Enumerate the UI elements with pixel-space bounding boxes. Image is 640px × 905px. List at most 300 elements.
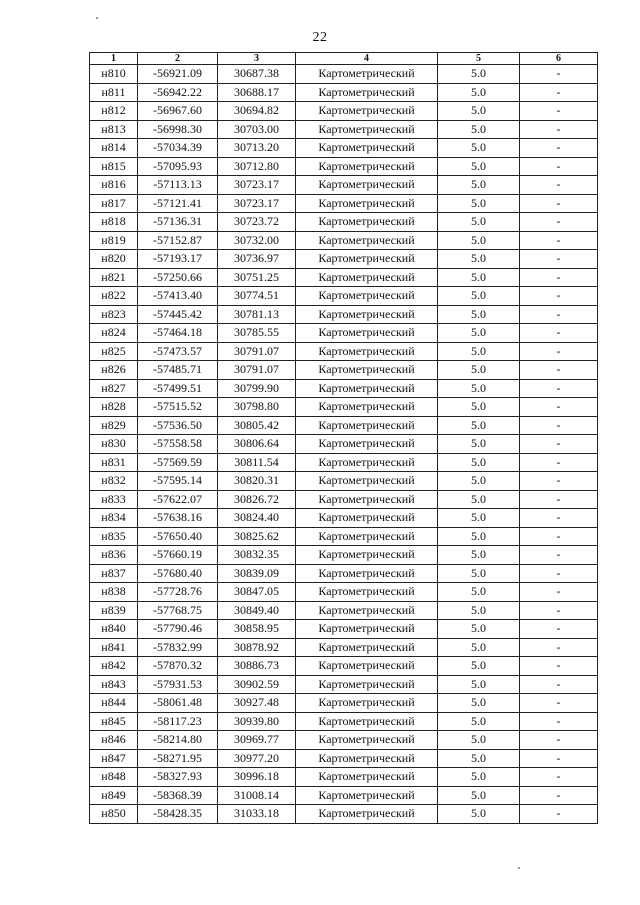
- x-coordinate-cell: -57464.18: [138, 324, 218, 343]
- table-header: [90, 53, 598, 65]
- point-name-cell: н822: [90, 287, 138, 306]
- x-coordinate-cell: -57121.41: [138, 194, 218, 213]
- method-cell: Картометрический: [296, 805, 438, 824]
- note-cell: -: [520, 527, 598, 546]
- point-name-cell: н818: [90, 213, 138, 232]
- method-cell: Картометрический: [296, 83, 438, 102]
- y-coordinate-cell: 30751.25: [218, 268, 296, 287]
- column-header: 2: [138, 53, 218, 65]
- y-coordinate-cell: 30886.73: [218, 657, 296, 676]
- y-coordinate-cell: 30723.17: [218, 194, 296, 213]
- y-coordinate-cell: 30969.77: [218, 731, 296, 750]
- table-row: [90, 657, 598, 676]
- accuracy-cell: 5.0: [438, 601, 520, 620]
- y-coordinate-cell: 30825.62: [218, 527, 296, 546]
- point-name-cell: н825: [90, 342, 138, 361]
- note-cell: -: [520, 305, 598, 324]
- table-row: [90, 564, 598, 583]
- table-row: [90, 805, 598, 824]
- accuracy-cell: 5.0: [438, 768, 520, 787]
- note-cell: -: [520, 157, 598, 176]
- note-cell: -: [520, 213, 598, 232]
- y-coordinate-cell: 30832.35: [218, 546, 296, 565]
- note-cell: -: [520, 231, 598, 250]
- method-cell: Картометрический: [296, 139, 438, 158]
- point-name-cell: н826: [90, 361, 138, 380]
- x-coordinate-cell: -56967.60: [138, 102, 218, 121]
- note-cell: -: [520, 768, 598, 787]
- page-number: 22: [312, 30, 328, 45]
- method-cell: Картометрический: [296, 694, 438, 713]
- point-name-cell: н850: [90, 805, 138, 824]
- x-coordinate-cell: -57595.14: [138, 472, 218, 491]
- point-name-cell: н817: [90, 194, 138, 213]
- y-coordinate-cell: 30723.17: [218, 176, 296, 195]
- x-coordinate-cell: -58271.95: [138, 749, 218, 768]
- y-coordinate-cell: 30732.00: [218, 231, 296, 250]
- note-cell: -: [520, 546, 598, 565]
- accuracy-cell: 5.0: [438, 102, 520, 121]
- y-coordinate-cell: 30723.72: [218, 213, 296, 232]
- table-row: [90, 731, 598, 750]
- accuracy-cell: 5.0: [438, 675, 520, 694]
- accuracy-cell: 5.0: [438, 694, 520, 713]
- accuracy-cell: 5.0: [438, 786, 520, 805]
- y-coordinate-cell: 30713.20: [218, 139, 296, 158]
- accuracy-cell: 5.0: [438, 490, 520, 509]
- x-coordinate-cell: -57499.51: [138, 379, 218, 398]
- accuracy-cell: 5.0: [438, 361, 520, 380]
- note-cell: -: [520, 342, 598, 361]
- table-row: [90, 583, 598, 602]
- method-cell: Картометрический: [296, 731, 438, 750]
- accuracy-cell: 5.0: [438, 287, 520, 306]
- x-coordinate-cell: -57485.71: [138, 361, 218, 380]
- y-coordinate-cell: 30694.82: [218, 102, 296, 121]
- note-cell: -: [520, 176, 598, 195]
- table-row: [90, 157, 598, 176]
- note-cell: -: [520, 194, 598, 213]
- table-row: [90, 786, 598, 805]
- table-row: [90, 416, 598, 435]
- method-cell: Картометрический: [296, 583, 438, 602]
- table-row: [90, 213, 598, 232]
- table-row: [90, 472, 598, 491]
- method-cell: Картометрический: [296, 786, 438, 805]
- x-coordinate-cell: -57152.87: [138, 231, 218, 250]
- method-cell: Картометрический: [296, 472, 438, 491]
- accuracy-cell: 5.0: [438, 564, 520, 583]
- accuracy-cell: 5.0: [438, 472, 520, 491]
- accuracy-cell: 5.0: [438, 65, 520, 84]
- table-row: [90, 509, 598, 528]
- table-row: [90, 490, 598, 509]
- method-cell: Картометрический: [296, 342, 438, 361]
- point-name-cell: н816: [90, 176, 138, 195]
- point-name-cell: н821: [90, 268, 138, 287]
- y-coordinate-cell: 30774.51: [218, 287, 296, 306]
- y-coordinate-cell: 30811.54: [218, 453, 296, 472]
- method-cell: Картометрический: [296, 638, 438, 657]
- accuracy-cell: 5.0: [438, 638, 520, 657]
- x-coordinate-cell: -57193.17: [138, 250, 218, 269]
- y-coordinate-cell: 30977.20: [218, 749, 296, 768]
- accuracy-cell: 5.0: [438, 139, 520, 158]
- note-cell: -: [520, 472, 598, 491]
- accuracy-cell: 5.0: [438, 657, 520, 676]
- point-name-cell: н848: [90, 768, 138, 787]
- table-row: [90, 749, 598, 768]
- accuracy-cell: 5.0: [438, 712, 520, 731]
- accuracy-cell: 5.0: [438, 731, 520, 750]
- note-cell: -: [520, 657, 598, 676]
- y-coordinate-cell: 30791.07: [218, 342, 296, 361]
- method-cell: Картометрический: [296, 398, 438, 417]
- accuracy-cell: 5.0: [438, 268, 520, 287]
- table-row: [90, 712, 598, 731]
- table-row: [90, 342, 598, 361]
- note-cell: -: [520, 731, 598, 750]
- note-cell: -: [520, 324, 598, 343]
- accuracy-cell: 5.0: [438, 453, 520, 472]
- accuracy-cell: 5.0: [438, 620, 520, 639]
- x-coordinate-cell: -58061.48: [138, 694, 218, 713]
- x-coordinate-cell: -57638.16: [138, 509, 218, 528]
- note-cell: -: [520, 268, 598, 287]
- point-name-cell: н834: [90, 509, 138, 528]
- y-coordinate-cell: 30799.90: [218, 379, 296, 398]
- column-header: 3: [218, 53, 296, 65]
- note-cell: -: [520, 139, 598, 158]
- method-cell: Картометрический: [296, 620, 438, 639]
- x-coordinate-cell: -57660.19: [138, 546, 218, 565]
- table-row: [90, 675, 598, 694]
- method-cell: Картометрический: [296, 213, 438, 232]
- x-coordinate-cell: -57790.46: [138, 620, 218, 639]
- method-cell: Картометрический: [296, 194, 438, 213]
- point-name-cell: н841: [90, 638, 138, 657]
- accuracy-cell: 5.0: [438, 509, 520, 528]
- point-name-cell: н845: [90, 712, 138, 731]
- y-coordinate-cell: 30858.95: [218, 620, 296, 639]
- method-cell: Картометрический: [296, 361, 438, 380]
- method-cell: Картометрический: [296, 435, 438, 454]
- x-coordinate-cell: -57680.40: [138, 564, 218, 583]
- point-name-cell: н847: [90, 749, 138, 768]
- accuracy-cell: 5.0: [438, 583, 520, 602]
- method-cell: Картометрический: [296, 231, 438, 250]
- point-name-cell: н828: [90, 398, 138, 417]
- table-row: [90, 102, 598, 121]
- accuracy-cell: 5.0: [438, 213, 520, 232]
- method-cell: Картометрический: [296, 157, 438, 176]
- x-coordinate-cell: -57870.32: [138, 657, 218, 676]
- method-cell: Картометрический: [296, 379, 438, 398]
- accuracy-cell: 5.0: [438, 305, 520, 324]
- y-coordinate-cell: 30712.80: [218, 157, 296, 176]
- note-cell: -: [520, 638, 598, 657]
- method-cell: Картометрический: [296, 657, 438, 676]
- point-name-cell: н812: [90, 102, 138, 121]
- point-name-cell: н830: [90, 435, 138, 454]
- table-row: [90, 65, 598, 84]
- table-row: [90, 324, 598, 343]
- point-name-cell: н819: [90, 231, 138, 250]
- method-cell: Картометрический: [296, 324, 438, 343]
- table-row: [90, 120, 598, 139]
- column-header: 4: [296, 53, 438, 65]
- y-coordinate-cell: 30806.64: [218, 435, 296, 454]
- accuracy-cell: 5.0: [438, 250, 520, 269]
- point-name-cell: н823: [90, 305, 138, 324]
- column-header: 1: [90, 53, 138, 65]
- note-cell: -: [520, 786, 598, 805]
- column-header: 6: [520, 53, 598, 65]
- y-coordinate-cell: 30703.00: [218, 120, 296, 139]
- table-row: [90, 546, 598, 565]
- point-name-cell: н824: [90, 324, 138, 343]
- accuracy-cell: 5.0: [438, 324, 520, 343]
- method-cell: Картометрический: [296, 287, 438, 306]
- method-cell: Картометрический: [296, 250, 438, 269]
- note-cell: -: [520, 65, 598, 84]
- method-cell: Картометрический: [296, 546, 438, 565]
- method-cell: Картометрический: [296, 749, 438, 768]
- y-coordinate-cell: 30791.07: [218, 361, 296, 380]
- y-coordinate-cell: 30820.31: [218, 472, 296, 491]
- table-row: [90, 435, 598, 454]
- method-cell: Картометрический: [296, 453, 438, 472]
- x-coordinate-cell: -56998.30: [138, 120, 218, 139]
- note-cell: -: [520, 287, 598, 306]
- note-cell: -: [520, 120, 598, 139]
- point-name-cell: н839: [90, 601, 138, 620]
- point-name-cell: н836: [90, 546, 138, 565]
- point-name-cell: н843: [90, 675, 138, 694]
- table-row: [90, 453, 598, 472]
- method-cell: Картометрический: [296, 305, 438, 324]
- method-cell: Картометрический: [296, 65, 438, 84]
- x-coordinate-cell: -58117.23: [138, 712, 218, 731]
- note-cell: -: [520, 250, 598, 269]
- point-name-cell: н810: [90, 65, 138, 84]
- coordinates-table: [89, 52, 598, 824]
- method-cell: Картометрический: [296, 527, 438, 546]
- table-row: [90, 527, 598, 546]
- method-cell: Картометрический: [296, 768, 438, 787]
- x-coordinate-cell: -57536.50: [138, 416, 218, 435]
- table-body: [90, 65, 598, 824]
- point-name-cell: н832: [90, 472, 138, 491]
- accuracy-cell: 5.0: [438, 157, 520, 176]
- accuracy-cell: 5.0: [438, 805, 520, 824]
- accuracy-cell: 5.0: [438, 83, 520, 102]
- point-name-cell: н840: [90, 620, 138, 639]
- note-cell: -: [520, 509, 598, 528]
- x-coordinate-cell: -57136.31: [138, 213, 218, 232]
- note-cell: -: [520, 601, 598, 620]
- note-cell: -: [520, 361, 598, 380]
- method-cell: Картометрический: [296, 564, 438, 583]
- method-cell: Картометрический: [296, 490, 438, 509]
- accuracy-cell: 5.0: [438, 194, 520, 213]
- method-cell: Картометрический: [296, 675, 438, 694]
- x-coordinate-cell: -57473.57: [138, 342, 218, 361]
- table-row: [90, 361, 598, 380]
- accuracy-cell: 5.0: [438, 398, 520, 417]
- y-coordinate-cell: 30902.59: [218, 675, 296, 694]
- note-cell: -: [520, 416, 598, 435]
- y-coordinate-cell: 30939.80: [218, 712, 296, 731]
- x-coordinate-cell: -58214.80: [138, 731, 218, 750]
- table-row: [90, 694, 598, 713]
- y-coordinate-cell: 31033.18: [218, 805, 296, 824]
- table-row: [90, 194, 598, 213]
- note-cell: -: [520, 564, 598, 583]
- y-coordinate-cell: 31008.14: [218, 786, 296, 805]
- accuracy-cell: 5.0: [438, 546, 520, 565]
- point-name-cell: н833: [90, 490, 138, 509]
- point-name-cell: н831: [90, 453, 138, 472]
- point-name-cell: н813: [90, 120, 138, 139]
- note-cell: -: [520, 453, 598, 472]
- note-cell: -: [520, 712, 598, 731]
- x-coordinate-cell: -57569.59: [138, 453, 218, 472]
- accuracy-cell: 5.0: [438, 176, 520, 195]
- table-row: [90, 398, 598, 417]
- table-row: [90, 305, 598, 324]
- y-coordinate-cell: 30826.72: [218, 490, 296, 509]
- accuracy-cell: 5.0: [438, 749, 520, 768]
- point-name-cell: н837: [90, 564, 138, 583]
- accuracy-cell: 5.0: [438, 435, 520, 454]
- table-row: [90, 139, 598, 158]
- method-cell: Картометрический: [296, 176, 438, 195]
- x-coordinate-cell: -56942.22: [138, 83, 218, 102]
- scan-speck: [96, 17, 98, 19]
- x-coordinate-cell: -57095.93: [138, 157, 218, 176]
- x-coordinate-cell: -57728.76: [138, 583, 218, 602]
- y-coordinate-cell: 30781.13: [218, 305, 296, 324]
- accuracy-cell: 5.0: [438, 231, 520, 250]
- point-name-cell: н835: [90, 527, 138, 546]
- note-cell: -: [520, 435, 598, 454]
- table-row: [90, 176, 598, 195]
- y-coordinate-cell: 30688.17: [218, 83, 296, 102]
- y-coordinate-cell: 30805.42: [218, 416, 296, 435]
- note-cell: -: [520, 83, 598, 102]
- note-cell: -: [520, 398, 598, 417]
- point-name-cell: н838: [90, 583, 138, 602]
- table-row: [90, 268, 598, 287]
- table-row: [90, 83, 598, 102]
- point-name-cell: н820: [90, 250, 138, 269]
- point-name-cell: н844: [90, 694, 138, 713]
- point-name-cell: н829: [90, 416, 138, 435]
- y-coordinate-cell: 30687.38: [218, 65, 296, 84]
- point-name-cell: н827: [90, 379, 138, 398]
- point-name-cell: н814: [90, 139, 138, 158]
- x-coordinate-cell: -57515.52: [138, 398, 218, 417]
- table-row: [90, 601, 598, 620]
- x-coordinate-cell: -57558.58: [138, 435, 218, 454]
- x-coordinate-cell: -57445.42: [138, 305, 218, 324]
- y-coordinate-cell: 30824.40: [218, 509, 296, 528]
- x-coordinate-cell: -57931.53: [138, 675, 218, 694]
- x-coordinate-cell: -57113.13: [138, 176, 218, 195]
- column-header: 5: [438, 53, 520, 65]
- table-row: [90, 379, 598, 398]
- x-coordinate-cell: -57650.40: [138, 527, 218, 546]
- header-row: [90, 53, 598, 65]
- table-row: [90, 287, 598, 306]
- point-name-cell: н815: [90, 157, 138, 176]
- note-cell: -: [520, 694, 598, 713]
- x-coordinate-cell: -57250.66: [138, 268, 218, 287]
- note-cell: -: [520, 675, 598, 694]
- note-cell: -: [520, 379, 598, 398]
- note-cell: -: [520, 490, 598, 509]
- y-coordinate-cell: 30927.48: [218, 694, 296, 713]
- y-coordinate-cell: 30996.18: [218, 768, 296, 787]
- method-cell: Картометрический: [296, 120, 438, 139]
- x-coordinate-cell: -57768.75: [138, 601, 218, 620]
- x-coordinate-cell: -58428.35: [138, 805, 218, 824]
- table-row: [90, 768, 598, 787]
- accuracy-cell: 5.0: [438, 379, 520, 398]
- note-cell: -: [520, 583, 598, 602]
- table-row: [90, 638, 598, 657]
- method-cell: Картометрический: [296, 509, 438, 528]
- x-coordinate-cell: -58368.39: [138, 786, 218, 805]
- note-cell: -: [520, 102, 598, 121]
- scan-speck: [518, 867, 520, 869]
- point-name-cell: н846: [90, 731, 138, 750]
- y-coordinate-cell: 30878.92: [218, 638, 296, 657]
- y-coordinate-cell: 30736.97: [218, 250, 296, 269]
- y-coordinate-cell: 30849.40: [218, 601, 296, 620]
- accuracy-cell: 5.0: [438, 120, 520, 139]
- note-cell: -: [520, 620, 598, 639]
- accuracy-cell: 5.0: [438, 527, 520, 546]
- note-cell: -: [520, 805, 598, 824]
- method-cell: Картометрический: [296, 268, 438, 287]
- method-cell: Картометрический: [296, 601, 438, 620]
- point-name-cell: н811: [90, 83, 138, 102]
- table-row: [90, 231, 598, 250]
- table-row: [90, 620, 598, 639]
- y-coordinate-cell: 30839.09: [218, 564, 296, 583]
- method-cell: Картометрический: [296, 102, 438, 121]
- method-cell: Картометрический: [296, 712, 438, 731]
- point-name-cell: н842: [90, 657, 138, 676]
- table-row: [90, 250, 598, 269]
- y-coordinate-cell: 30798.80: [218, 398, 296, 417]
- method-cell: Картометрический: [296, 416, 438, 435]
- x-coordinate-cell: -57622.07: [138, 490, 218, 509]
- accuracy-cell: 5.0: [438, 342, 520, 361]
- y-coordinate-cell: 30785.55: [218, 324, 296, 343]
- accuracy-cell: 5.0: [438, 416, 520, 435]
- x-coordinate-cell: -57034.39: [138, 139, 218, 158]
- x-coordinate-cell: -56921.09: [138, 65, 218, 84]
- x-coordinate-cell: -57413.40: [138, 287, 218, 306]
- y-coordinate-cell: 30847.05: [218, 583, 296, 602]
- point-name-cell: н849: [90, 786, 138, 805]
- note-cell: -: [520, 749, 598, 768]
- x-coordinate-cell: -57832.99: [138, 638, 218, 657]
- x-coordinate-cell: -58327.93: [138, 768, 218, 787]
